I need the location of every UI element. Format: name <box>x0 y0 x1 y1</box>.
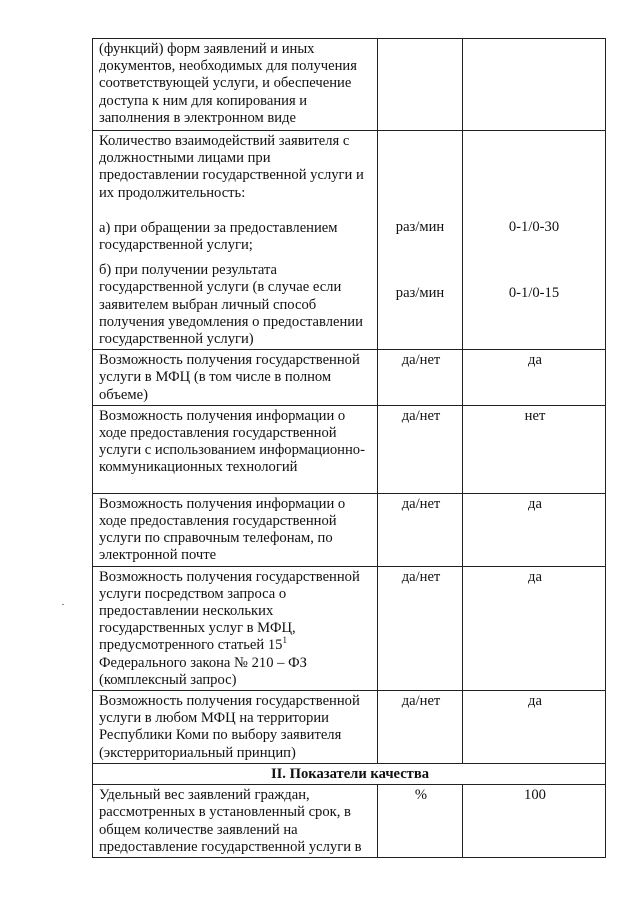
table-row <box>93 131 606 350</box>
table-row <box>93 493 606 566</box>
indicator-text: Возможность получения государственной услуги в любом МФЦ на территории Республики Коми по выбору заявителя (экстерриториальный принцип) <box>93 691 378 764</box>
indicator-text: Возможность получения информации о ходе предоставления государственной услуги по справочным телефонам, по электронной почте <box>93 493 378 566</box>
table-row <box>93 405 606 493</box>
unit-cell: да/нет <box>378 691 463 764</box>
unit-cell: да/нет <box>378 566 463 690</box>
value-cell <box>463 39 606 131</box>
indicator-text-part: Федерального закона № 210 – ФЗ (комплексный запрос) <box>99 654 307 688</box>
unit-cell: % <box>378 785 463 858</box>
scan-mark <box>62 604 64 605</box>
footnote-superscript: 1 <box>282 635 287 646</box>
value-cell: нет <box>463 405 606 493</box>
value-b: 0-1/0-15 <box>508 285 560 301</box>
section-row <box>93 763 606 784</box>
value-cell: да <box>463 350 606 406</box>
sub-indicator-a: а) при обращении за предоставлением государственной услуги; <box>99 219 338 254</box>
indicator-text: Возможность получения государственной услуги в МФЦ (в том числе в полном объеме) <box>93 350 378 406</box>
value-a: 0-1/0-30 <box>508 219 560 235</box>
unit-cell: да/нет <box>378 405 463 493</box>
indicator-text <box>93 131 378 350</box>
table-row <box>93 691 606 764</box>
indicator-text: Удельный вес заявлений граждан, рассмотренных в установленный срок, в общем количестве заявлений на предоставление государственной услуги в <box>93 785 378 858</box>
unit-cell <box>378 131 463 350</box>
value-cell: да <box>463 566 606 690</box>
table-row <box>93 566 606 690</box>
unit-b: раз/мин <box>395 285 445 301</box>
table-row <box>93 785 606 858</box>
indicator-text <box>93 566 378 690</box>
indicators-table <box>92 38 606 858</box>
value-cell: да <box>463 691 606 764</box>
indicator-text: Возможность получения информации о ходе предоставления государственной услуги с использованием информационно-коммуникационных технологий <box>93 405 378 493</box>
unit-cell <box>378 39 463 131</box>
unit-cell: да/нет <box>378 493 463 566</box>
indicator-text-part: Возможность получения государственной услуги посредством запроса о предоставлении нескольких государственных услуг в МФЦ, предусмотренного статьей 15 <box>99 568 360 654</box>
unit-a: раз/мин <box>395 219 445 235</box>
value-cell <box>463 131 606 350</box>
unit-cell: да/нет <box>378 350 463 406</box>
table-row <box>93 39 606 131</box>
value-cell: да <box>463 493 606 566</box>
table-row <box>93 350 606 406</box>
indicator-text: (функций) форм заявлений и иных документов, необходимых для получения соответствующей услуги, и обеспечение доступа к ним для копирования и заполнения в электронном виде <box>93 39 378 131</box>
sub-indicator-b: б) при получении результата государственной услуги (в случае если заявителем выбран личный способ получения уведомления о предоставлении государственной услуги) <box>99 262 363 348</box>
section-heading: II. Показатели качества <box>93 763 606 784</box>
value-cell: 100 <box>463 785 606 858</box>
indicator-heading: Количество взаимодействий заявителя с должностными лицами при предоставлении государственной услуги и их продолжительность: <box>99 133 364 201</box>
